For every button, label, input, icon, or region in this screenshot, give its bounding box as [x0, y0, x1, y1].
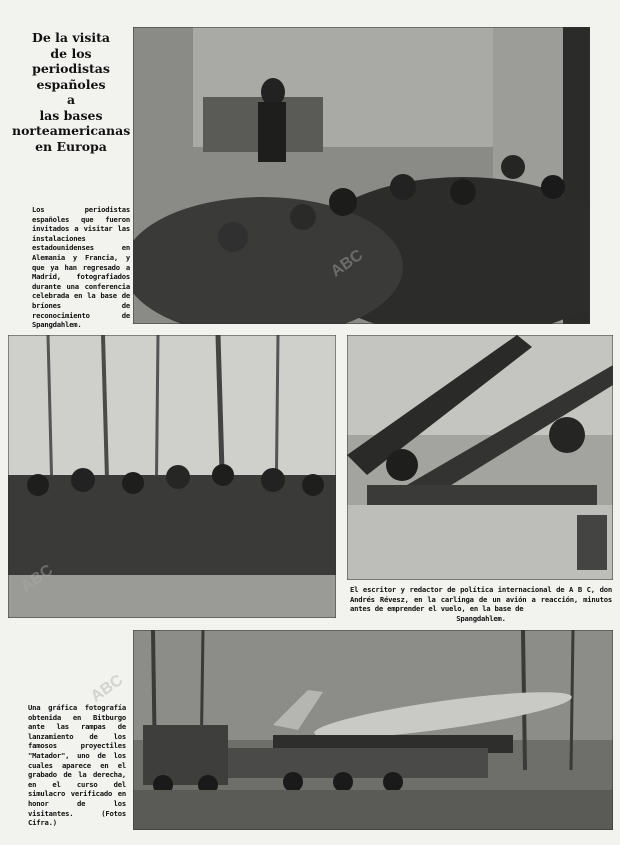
- caption-conference: Los periodistas españoles que fueron invitados a visitar las instalaciones estadounidenses en Alemania y Francia, y que ya han regresado a Madrid, fotografiados durante una conferencia celebrada en la base de bríones de reconocimiento de Spangdahlem.: [32, 205, 130, 330]
- headline-line: De la visita: [31, 30, 110, 45]
- caption-missile: Una gráfica fotografía obtenida en Bitburgo ante las rampas de lanzamiento de los famosos proyectiles "Matador", uno de los cuales aparece en el grabado de la derecha, en el curso del simulacro verificado en honor de los visitantes. (Fotos Cifra.): [28, 703, 126, 828]
- caption-aircraft-line1: El escritor y redactor de política internacional de A B C, don Andrés Révesz, en la carlinga de un avión a reacción, minutos antes de emprender el vuelo, en la base de: [350, 585, 612, 614]
- photo-group-forest: [8, 335, 336, 618]
- photo-conference: [133, 27, 590, 324]
- watermark-logo: ABC: [327, 246, 367, 281]
- article-headline: [12, 30, 130, 154]
- headline-line: a: [66, 92, 76, 107]
- watermark-logo: ABC: [87, 671, 127, 706]
- photo-cockpit: [347, 335, 613, 580]
- headline-line: españoles: [36, 76, 106, 92]
- caption-aircraft: [350, 585, 612, 623]
- photo-missile: [133, 630, 613, 830]
- headline-line: periodistas: [32, 61, 110, 76]
- headline-line: en Europa: [35, 138, 107, 154]
- headline-line: de los: [50, 45, 92, 61]
- headline-line: las bases: [39, 107, 103, 123]
- caption-aircraft-line2: Spangdahlem.: [456, 613, 506, 623]
- headline-line: norteamericanas: [12, 123, 131, 138]
- watermark-logo: ABC: [17, 561, 57, 596]
